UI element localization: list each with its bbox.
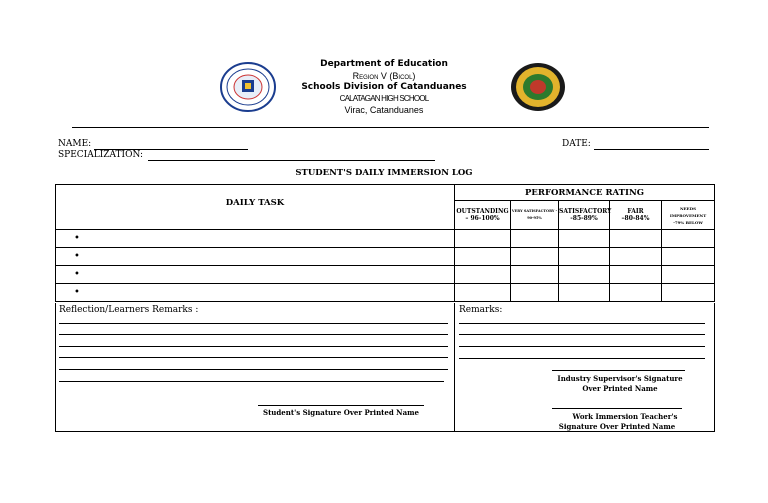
specialization-field[interactable]: [148, 160, 435, 161]
rating-cell[interactable]: [662, 266, 715, 284]
rating-cell[interactable]: [559, 266, 610, 284]
remarks-label: Remarks:: [459, 305, 503, 315]
rating-cell[interactable]: [559, 284, 610, 302]
specialization-label: SPECIALIZATION:: [58, 150, 144, 160]
remarks-line[interactable]: [459, 323, 705, 324]
rating-cell[interactable]: [511, 230, 559, 248]
rating-cell[interactable]: [610, 230, 662, 248]
table-row: [56, 284, 715, 302]
header-divider: [72, 127, 709, 128]
reflection-label: Reflection/Learners Remarks :: [59, 305, 199, 315]
reflection-line[interactable]: [59, 334, 448, 335]
daily-task-header: DAILY TASK: [56, 185, 455, 230]
rating-cell[interactable]: [559, 230, 610, 248]
header-region: Region V (Bicol): [352, 71, 416, 81]
rating-col-satisfactory: SATISFACTORY -85-89%: [559, 201, 610, 230]
reflection-line[interactable]: [59, 346, 448, 347]
rating-cell[interactable]: [455, 248, 511, 266]
supervisor-signature-label-1: Industry Supervisor's Signature: [557, 374, 683, 383]
name-label: NAME:: [58, 139, 92, 149]
supervisor-signature-label-2: Over Printed Name: [582, 384, 658, 393]
task-cell[interactable]: •: [56, 248, 455, 266]
rating-cell[interactable]: [455, 230, 511, 248]
bottom-divider: [454, 303, 455, 432]
rating-cell[interactable]: [662, 284, 715, 302]
rating-cell[interactable]: [662, 248, 715, 266]
rating-cell[interactable]: [511, 284, 559, 302]
remarks-line[interactable]: [459, 334, 705, 335]
table-row: [56, 248, 715, 266]
performance-rating-header: PERFORMANCE RATING: [455, 185, 715, 201]
rating-col-fair: FAIR –80-84%: [610, 201, 662, 230]
date-label: DATE:: [562, 139, 591, 149]
reflection-line[interactable]: [59, 381, 444, 382]
rating-cell[interactable]: [610, 248, 662, 266]
teacher-signature-label-1: Work Immersion Teacher's: [572, 412, 678, 421]
rating-cell[interactable]: [610, 284, 662, 302]
task-cell[interactable]: •: [56, 230, 455, 248]
header-school: CALATAGAN HIGH SCHOOL: [339, 94, 429, 103]
table-row: [56, 266, 715, 284]
header-address: Virac, Catanduanes: [344, 105, 424, 115]
student-signature-line[interactable]: [258, 405, 424, 406]
rating-col-needs-improvement: NEEDS IMPROVEMENT -79% BELOW: [662, 201, 715, 230]
reflection-line[interactable]: [59, 323, 448, 324]
rating-cell[interactable]: [662, 230, 715, 248]
teacher-signature-line[interactable]: [552, 408, 682, 409]
reflection-line[interactable]: [59, 369, 448, 370]
student-signature-label: Student's Signature Over Printed Name: [263, 408, 419, 417]
rating-cell[interactable]: [610, 266, 662, 284]
supervisor-signature-line[interactable]: [552, 370, 685, 371]
rating-cell[interactable]: [559, 248, 610, 266]
rating-col-very-satisfactory: VERY SATISFACTORY - 90-95%: [511, 201, 559, 230]
task-cell[interactable]: •: [56, 284, 455, 302]
date-field[interactable]: [594, 149, 709, 150]
header-division: Schools Division of Catanduanes: [301, 82, 467, 92]
rating-cell[interactable]: [455, 284, 511, 302]
rating-cell[interactable]: [511, 248, 559, 266]
immersion-log-table: [55, 184, 715, 302]
rating-col-outstanding: OUTSTANDING – 96-100%: [455, 201, 511, 230]
rating-cell[interactable]: [455, 266, 511, 284]
remarks-line[interactable]: [459, 346, 705, 347]
teacher-signature-label-2: Signature Over Printed Name: [558, 422, 676, 431]
page-title: STUDENT'S DAILY IMMERSION LOG: [295, 168, 473, 178]
reflection-line[interactable]: [59, 357, 448, 358]
remarks-line[interactable]: [459, 358, 705, 359]
table-row: [56, 230, 715, 248]
rating-cell[interactable]: [511, 266, 559, 284]
header-department: Department of Education: [320, 59, 448, 69]
task-cell[interactable]: •: [56, 266, 455, 284]
